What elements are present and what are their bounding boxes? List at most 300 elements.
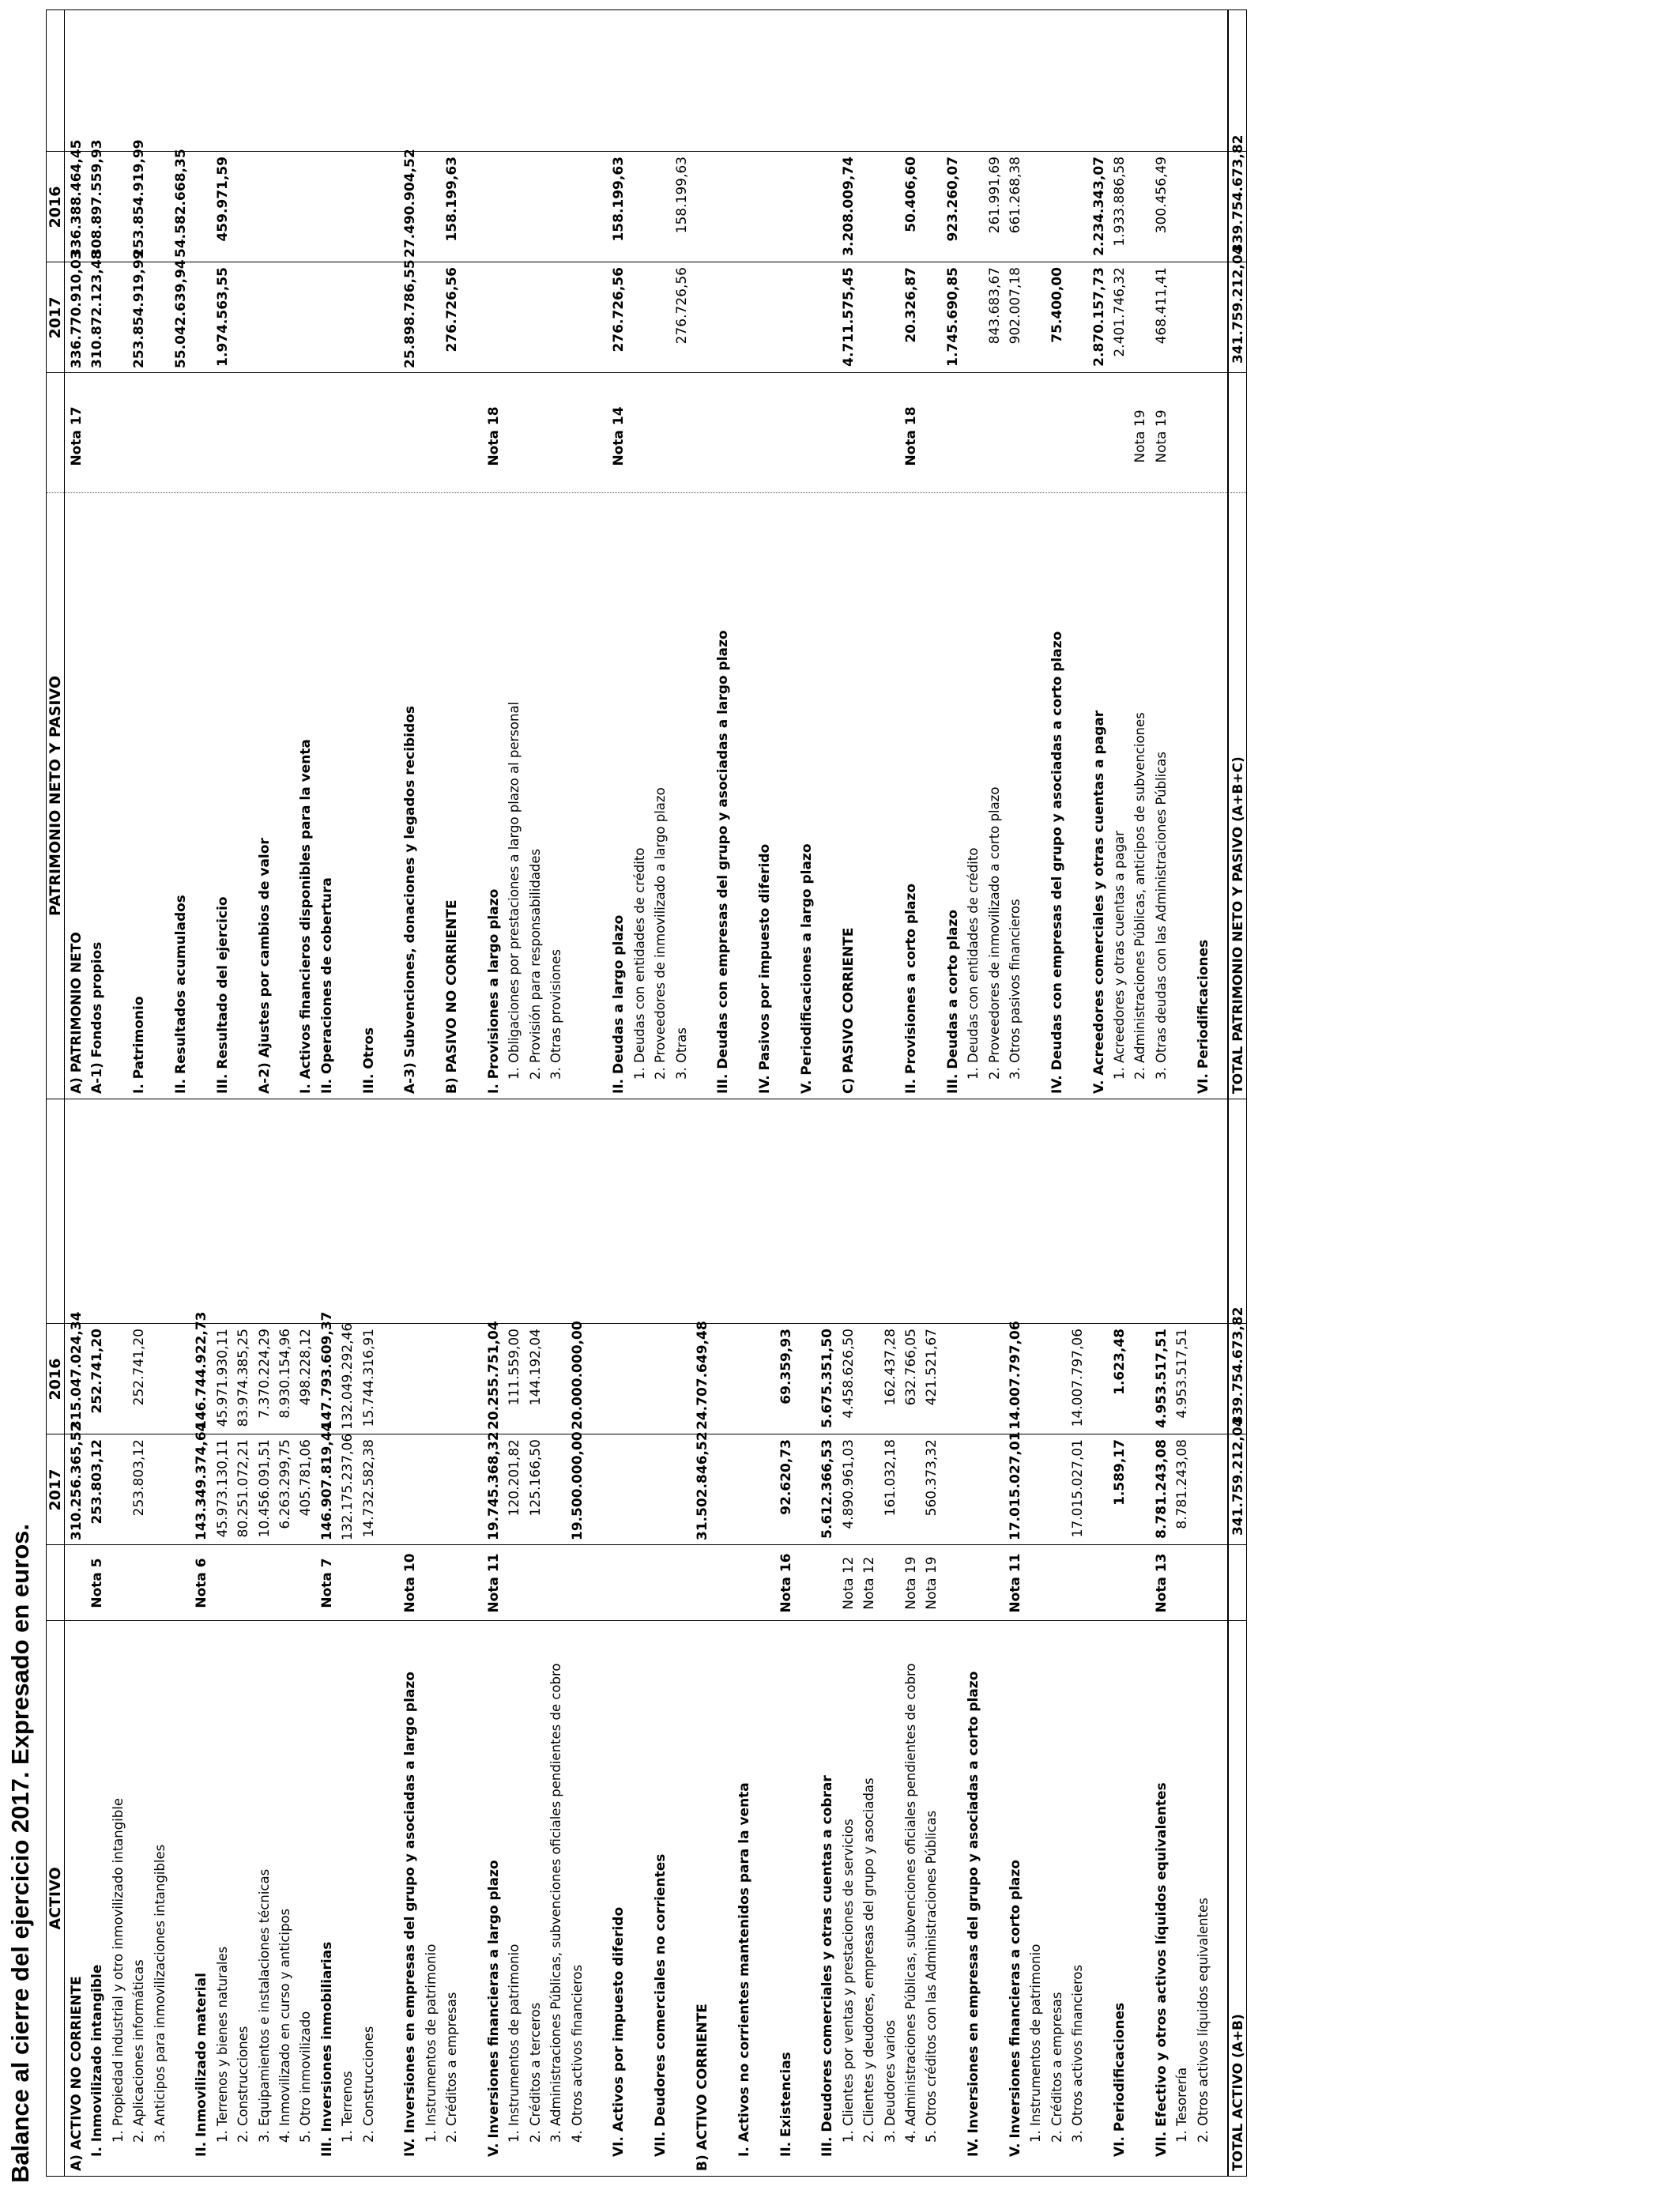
pasivo-row-label: A-1) Fondos propios bbox=[89, 941, 106, 1094]
activo-row-note: Nota 12 bbox=[861, 1556, 878, 1610]
activo-row-value-2017: 253.803,12 bbox=[131, 1439, 148, 1517]
pasivo-row bbox=[213, 13, 232, 1099]
pasivo-row-value-2016: 158.199,63 bbox=[611, 156, 627, 242]
activo-row-value-2016: 421.521,67 bbox=[924, 1329, 940, 1406]
activo-row-value-2017: 125.166,50 bbox=[527, 1439, 544, 1517]
pasivo-row-note: Nota 14 bbox=[611, 406, 627, 466]
pasivo-header bbox=[47, 10, 65, 1099]
activo-row-note: Nota 7 bbox=[318, 1558, 335, 1608]
pasivo-row bbox=[777, 13, 796, 1099]
activo-row-note: Nota 12 bbox=[840, 1556, 857, 1610]
pasivo-row-label: A) PATRIMONIO NETO bbox=[69, 932, 85, 1094]
activo-row-label: 1. Tesorería bbox=[1174, 2067, 1190, 2143]
pasivo-row-label: IV. Deudas con empresas del grupo y asociadas a corto plazo bbox=[1049, 631, 1065, 1094]
pasivo-row bbox=[171, 13, 190, 1099]
pasivo-row-value-2017: 75.400,00 bbox=[1049, 267, 1065, 343]
pasivo-row-label: 2. Proveedores de inmovilizado a corto plazo bbox=[986, 786, 1002, 1080]
activo-row-label: 1. Instrumentos de patrimonio bbox=[1028, 1943, 1044, 2143]
pasivo-header-2016: 2016 bbox=[47, 186, 64, 228]
activo-row-label: IV. Inversiones en empresas del grupo y asociadas a corto plazo bbox=[966, 1671, 982, 2157]
pasivo-row-value-2016: 308.897.559,93 bbox=[89, 139, 106, 258]
activo-row-value-2016: 162.437,28 bbox=[882, 1329, 898, 1406]
activo-table bbox=[46, 1099, 1247, 2177]
pasivo-row bbox=[547, 13, 566, 1099]
pasivo-row bbox=[296, 13, 315, 1099]
activo-row-value-2016: 252.741,20 bbox=[131, 1329, 148, 1406]
pasivo-row bbox=[797, 13, 816, 1099]
activo-row-value-2017: 10.456.091,51 bbox=[256, 1439, 273, 1538]
pasivo-row bbox=[318, 13, 337, 1099]
pasivo-row bbox=[1131, 13, 1150, 1099]
activo-header-label: ACTIVO bbox=[47, 1867, 64, 1930]
activo-row bbox=[88, 1101, 107, 2176]
activo-row-note: Nota 16 bbox=[778, 1553, 794, 1613]
activo-row-label: 2. Construcciones bbox=[360, 2026, 376, 2143]
activo-row-label: III. Inversiones inmobiliarias bbox=[318, 1941, 335, 2157]
activo-row-label: I. Inmovilizado intangible bbox=[89, 1964, 106, 2157]
activo-row bbox=[922, 1101, 941, 2176]
activo-row-label: 2. Clientes y deudores, empresas del grupo y asociadas bbox=[861, 1777, 877, 2143]
pasivo-row bbox=[1173, 13, 1192, 1099]
activo-row bbox=[944, 1101, 962, 2176]
activo-row-value-2017: 4.890.961,03 bbox=[840, 1439, 857, 1529]
activo-row bbox=[547, 1101, 566, 2176]
pasivo-row bbox=[631, 13, 650, 1099]
pasivo-row bbox=[568, 13, 587, 1099]
activo-row-value-2017: 146.907.819,44 bbox=[318, 1422, 335, 1540]
pasivo-row bbox=[1194, 13, 1213, 1099]
activo-row-label: 1. Instrumentos de patrimonio bbox=[507, 1943, 522, 2143]
activo-row-value-2016: 146.744.922,73 bbox=[194, 1311, 210, 1430]
activo-row-note: Nota 10 bbox=[402, 1553, 419, 1613]
activo-row-value-2017: 31.502.846,52 bbox=[695, 1431, 710, 1540]
activo-row bbox=[505, 1101, 524, 2176]
activo-row-value-2016: 14.007.797,06 bbox=[1070, 1329, 1087, 1427]
pasivo-row bbox=[818, 13, 837, 1099]
activo-row-label: VI. Periodificaciones bbox=[1112, 2002, 1128, 2157]
activo-row-label: 2. Construcciones bbox=[235, 2026, 251, 2143]
pasivo-row bbox=[589, 13, 608, 1099]
total-activo-2016: 339.754.673,82 bbox=[1230, 1306, 1246, 1425]
activo-row-value-2016: 147.793.609,37 bbox=[318, 1311, 335, 1430]
pasivo-row-value-2016: 54.582.668,35 bbox=[173, 149, 189, 258]
activo-row-label: 3. Deudores varios bbox=[882, 2019, 898, 2143]
activo-row bbox=[609, 1101, 628, 2176]
activo-row-label: V. Inversiones financieras a largo plazo bbox=[486, 1860, 502, 2157]
pasivo-row bbox=[922, 13, 941, 1099]
activo-row-value-2016: 20.000.000,00 bbox=[569, 1321, 586, 1430]
pasivo-row bbox=[422, 13, 441, 1099]
pasivo-row-value-2017: 276.726,56 bbox=[611, 267, 627, 352]
pasivo-row bbox=[401, 13, 420, 1099]
total-pasivo-label: TOTAL PATRIMONIO NETO Y PASIVO (A+B+C) bbox=[1230, 756, 1246, 1094]
activo-row-value-2017: 120.201,82 bbox=[507, 1439, 523, 1517]
pasivo-row bbox=[755, 13, 774, 1099]
pasivo-row bbox=[464, 13, 483, 1099]
pasivo-row bbox=[1026, 13, 1045, 1099]
pasivo-row-value-2017: 2.401.746,32 bbox=[1112, 267, 1128, 357]
pasivo-row bbox=[276, 13, 295, 1099]
pasivo-row bbox=[67, 13, 86, 1099]
activo-row bbox=[213, 1101, 232, 2176]
activo-row-label: 3. Otros activos financieros bbox=[1070, 1964, 1086, 2143]
activo-row-value-2016: 24.707.649,48 bbox=[695, 1321, 710, 1430]
pasivo-row bbox=[944, 13, 962, 1099]
activo-row bbox=[964, 1101, 983, 2176]
activo-row-label: IV. Inversiones en empresas del grupo y asociadas a largo plazo bbox=[402, 1672, 419, 2157]
activo-row bbox=[1006, 1101, 1025, 2176]
pasivo-row-value-2016: 1.933.886,58 bbox=[1112, 156, 1128, 247]
pasivo-row-label: II. Provisiones a corto plazo bbox=[903, 883, 919, 1094]
activo-row-value-2017: 5.612.366,53 bbox=[819, 1439, 836, 1539]
activo-row bbox=[318, 1101, 337, 2176]
activo-row-label: 3. Equipamientos e instalaciones técnicas bbox=[256, 1868, 272, 2143]
activo-row bbox=[777, 1101, 796, 2176]
activo-row bbox=[464, 1101, 483, 2176]
pasivo-row-value-2016: 27.490.904,52 bbox=[402, 149, 419, 258]
activo-row-value-2017: 253.803,12 bbox=[89, 1439, 106, 1525]
activo-row bbox=[255, 1101, 274, 2176]
activo-row bbox=[296, 1101, 315, 2176]
pasivo-row-label: I. Patrimonio bbox=[131, 996, 148, 1094]
pasivo-row-value-2017: 2.870.157,73 bbox=[1090, 267, 1107, 367]
pasivo-row-value-2017: 310.872.123,48 bbox=[89, 250, 106, 368]
pasivo-row bbox=[360, 13, 379, 1099]
pasivo-row-note: Nota 19 bbox=[1153, 409, 1170, 463]
pasivo-row-label: 1. Deudas con entidades de crédito bbox=[631, 847, 647, 1080]
activo-row-value-2017: 14.732.582,38 bbox=[360, 1439, 377, 1538]
activo-row bbox=[151, 1101, 170, 2176]
activo-row-label: 3. Anticipos para inmovilizaciones intangibles bbox=[152, 1844, 168, 2143]
activo-row-label: 1. Terrenos bbox=[340, 2071, 356, 2143]
activo-row-value-2017: 161.032,18 bbox=[882, 1439, 898, 1517]
activo-row-label: II. Inmovilizado material bbox=[194, 1973, 210, 2157]
activo-header bbox=[47, 1099, 65, 2176]
activo-row bbox=[360, 1101, 379, 2176]
activo-row bbox=[1068, 1101, 1087, 2176]
total-activo-2017: 341.759.212,04 bbox=[1230, 1417, 1246, 1536]
pasivo-row bbox=[151, 13, 170, 1099]
activo-row-label: 1. Propiedad industrial y otro inmovilizado intangible bbox=[110, 1797, 126, 2143]
pasivo-row-value-2016: 158.199,63 bbox=[673, 156, 690, 234]
activo-row bbox=[755, 1101, 774, 2176]
activo-row-value-2017: 6.263.299,75 bbox=[277, 1439, 293, 1529]
activo-row-value-2016: 498.228,12 bbox=[298, 1329, 315, 1406]
pasivo-row-label: II. Deudas a largo plazo bbox=[611, 914, 627, 1094]
activo-row bbox=[651, 1101, 670, 2176]
activo-row-value-2016: 4.458.626,50 bbox=[840, 1329, 857, 1419]
activo-row bbox=[276, 1101, 295, 2176]
pasivo-row bbox=[505, 13, 524, 1099]
activo-row-label: 4. Otros activos financieros bbox=[569, 1964, 585, 2143]
activo-row-label: 3. Administraciones Públicas, subvenciones oficiales pendientes de cobro bbox=[548, 1663, 564, 2143]
activo-row bbox=[902, 1101, 921, 2176]
activo-row-value-2017: 560.373,32 bbox=[924, 1439, 940, 1517]
activo-row bbox=[422, 1101, 441, 2176]
document-title: Balance al cierre del ejercicio 2017. Expresado en euros. bbox=[6, 1523, 34, 2183]
pasivo-row-label: I. Activos financieros disponibles para la venta bbox=[298, 739, 315, 1094]
activo-row bbox=[797, 1101, 816, 2176]
pasivo-row-value-2017: 253.854.919,99 bbox=[131, 250, 148, 368]
total-pasivo-row bbox=[1229, 14, 1248, 1094]
pasivo-row-value-2017: 468.411,41 bbox=[1153, 267, 1170, 345]
activo-row bbox=[1173, 1101, 1192, 2176]
pasivo-row bbox=[484, 13, 503, 1099]
pasivo-row bbox=[1110, 13, 1129, 1099]
pasivo-row bbox=[714, 13, 733, 1099]
pasivo-row bbox=[1068, 13, 1087, 1099]
activo-row-value-2016: 7.370.224,29 bbox=[256, 1329, 273, 1419]
activo-row-value-2016: 8.930.154,96 bbox=[277, 1329, 293, 1419]
pasivo-row bbox=[1006, 13, 1025, 1099]
activo-row-label: 2. Otros activos líquidos equivalentes bbox=[1195, 1898, 1211, 2143]
pasivo-row-value-2017: 276.726,56 bbox=[673, 267, 690, 345]
activo-row-label: A) ACTIVO NO CORRIENTE bbox=[69, 1976, 85, 2171]
activo-row-value-2017: 132.175.237,06 bbox=[340, 1433, 356, 1540]
activo-row bbox=[192, 1101, 211, 2176]
pasivo-row-label: V. Periodificaciones a largo plazo bbox=[799, 843, 815, 1094]
activo-row bbox=[1131, 1101, 1150, 2176]
pasivo-row-label: I. Provisiones a largo plazo bbox=[486, 888, 502, 1094]
activo-row bbox=[484, 1101, 503, 2176]
pasivo-row bbox=[609, 13, 628, 1099]
activo-row bbox=[860, 1101, 879, 2176]
pasivo-row bbox=[839, 13, 858, 1099]
pasivo-row bbox=[881, 13, 900, 1099]
pasivo-row-note: Nota 17 bbox=[69, 406, 85, 466]
activo-row bbox=[130, 1101, 149, 2176]
activo-row bbox=[1048, 1101, 1067, 2176]
activo-row-value-2016: 69.359,93 bbox=[778, 1329, 794, 1404]
pasivo-row-label: V. Acreedores comerciales y otras cuentas a pagar bbox=[1090, 710, 1107, 1094]
activo-row-value-2016: 132.049.292,46 bbox=[340, 1322, 356, 1430]
activo-row-value-2017: 92.620,73 bbox=[778, 1439, 794, 1515]
activo-row-value-2016: 83.974.385,25 bbox=[235, 1329, 252, 1427]
pasivo-row bbox=[526, 13, 545, 1099]
pasivo-row-value-2016: 459.971,59 bbox=[214, 156, 231, 242]
activo-row-label: 2. Créditos a terceros bbox=[527, 2002, 543, 2143]
pasivo-row-label: II. Resultados acumulados bbox=[173, 895, 189, 1094]
activo-row-value-2017: 19.745.368,32 bbox=[486, 1431, 502, 1540]
activo-row-value-2016: 4.953.517,51 bbox=[1153, 1329, 1170, 1428]
activo-row-note: Nota 19 bbox=[924, 1556, 940, 1610]
activo-row-label: 1. Instrumentos de patrimonio bbox=[423, 1943, 439, 2143]
activo-row-value-2016: 14.007.797,06 bbox=[1008, 1321, 1023, 1430]
pasivo-row-value-2016: 300.456,49 bbox=[1153, 156, 1170, 234]
pasivo-row-label: 1. Deudas con entidades de crédito bbox=[966, 847, 981, 1080]
activo-row-value-2017: 19.500.000,00 bbox=[569, 1431, 586, 1540]
pasivo-row-value-2017: 25.898.786,55 bbox=[402, 259, 419, 368]
pasivo-row-value-2017: 4.711.575,45 bbox=[840, 267, 857, 367]
pasivo-row-label: 2. Proveedores de inmovilizado a largo plazo bbox=[653, 787, 669, 1080]
pasivo-row bbox=[192, 13, 211, 1099]
activo-row bbox=[568, 1101, 587, 2176]
activo-row bbox=[338, 1101, 357, 2176]
pasivo-row-label: B) PASIVO NO CORRIENTE bbox=[444, 899, 461, 1094]
pasivo-row bbox=[1152, 13, 1171, 1099]
pasivo-row bbox=[130, 13, 149, 1099]
pasivo-row bbox=[443, 13, 461, 1099]
pasivo-header-label: PATRIMONIO NETO Y PASIVO bbox=[47, 676, 64, 917]
pasivo-row-value-2016: 923.260,07 bbox=[944, 156, 961, 242]
pasivo-row-label: 3. Otras bbox=[673, 1027, 689, 1080]
activo-row-label: 5. Otro inmovilizado bbox=[298, 2011, 314, 2143]
pasivo-row bbox=[693, 13, 712, 1099]
pasivo-row-label: 2. Administraciones Públicas, anticipos de subvenciones bbox=[1132, 712, 1148, 1080]
activo-row bbox=[1026, 1101, 1045, 2176]
activo-row-value-2017: 8.781.243,08 bbox=[1174, 1439, 1191, 1529]
activo-row-value-2017: 405.781,06 bbox=[298, 1439, 315, 1517]
activo-row-value-2016: 1.623,48 bbox=[1112, 1329, 1128, 1395]
pasivo-row-value-2016: 261.991,69 bbox=[986, 156, 1003, 234]
activo-row-note: Nota 19 bbox=[903, 1556, 919, 1610]
total-activo-row bbox=[1229, 1104, 1248, 2171]
pasivo-row-value-2017: 843.683,67 bbox=[986, 267, 1003, 345]
activo-row-value-2016: 144.192,04 bbox=[527, 1329, 544, 1406]
activo-row-value-2016: 252.741,20 bbox=[89, 1329, 106, 1414]
pasivo-row-label: 1. Acreedores y otras cuentas a pagar bbox=[1112, 831, 1127, 1080]
pasivo-row-label: III. Deudas con empresas del grupo y asociadas a largo plazo bbox=[715, 630, 732, 1094]
pasivo-row bbox=[380, 13, 399, 1099]
activo-row bbox=[401, 1101, 420, 2176]
pasivo-row-value-2017: 336.770.910,03 bbox=[69, 250, 85, 368]
activo-row-label: 4. Inmovilizado en curso y anticipos bbox=[277, 1908, 292, 2143]
activo-row bbox=[589, 1101, 608, 2176]
activo-row-label: VII. Efectivo y otros activos líquidos equivalentes bbox=[1153, 1782, 1170, 2157]
pasivo-row bbox=[651, 13, 670, 1099]
pasivo-row-value-2017: 20.326,87 bbox=[903, 267, 919, 343]
activo-row-label: VI. Activos por impuesto diferido bbox=[611, 1906, 627, 2157]
pasivo-row-label: III. Resultado del ejercicio bbox=[214, 896, 231, 1094]
activo-row-note: Nota 5 bbox=[89, 1558, 106, 1608]
activo-row-value-2016: 20.255.751,04 bbox=[486, 1321, 502, 1430]
activo-row-value-2016: 111.559,00 bbox=[507, 1329, 523, 1406]
pasivo-row-label: II. Operaciones de cobertura bbox=[318, 877, 335, 1094]
activo-row bbox=[672, 1101, 691, 2176]
pasivo-row bbox=[902, 13, 921, 1099]
pasivo-row bbox=[985, 13, 1004, 1099]
pasivo-row bbox=[1090, 13, 1109, 1099]
activo-row bbox=[714, 1101, 733, 2176]
activo-row-label: 2. Créditos a empresas bbox=[1049, 1992, 1064, 2143]
activo-header-2016: 2016 bbox=[47, 1358, 64, 1400]
activo-row-value-2016: 4.953.517,51 bbox=[1174, 1329, 1191, 1419]
activo-row-note: Nota 11 bbox=[1008, 1553, 1023, 1613]
pasivo-row bbox=[672, 13, 691, 1099]
balance-table bbox=[46, 9, 1247, 2177]
pasivo-row-label: 2. Provisión para responsabilidades bbox=[527, 848, 543, 1080]
activo-row-value-2017: 45.973.130,11 bbox=[214, 1439, 231, 1538]
activo-row-value-2017: 17.015.027,01 bbox=[1070, 1439, 1087, 1538]
total-pasivo-2016: 339.754.673,82 bbox=[1230, 134, 1246, 253]
activo-row bbox=[631, 1101, 650, 2176]
pasivo-row-label: 3. Otros pasivos financieros bbox=[1008, 899, 1023, 1080]
activo-row-value-2016: 5.675.351,50 bbox=[819, 1329, 836, 1428]
activo-row bbox=[693, 1101, 712, 2176]
pasivo-row-value-2016: 50.406,60 bbox=[903, 156, 919, 232]
pasivo-row-label: A-2) Ajustes por cambios de valor bbox=[256, 838, 273, 1094]
pasivo-row-value-2016: 158.199,63 bbox=[444, 156, 461, 242]
pasivo-row-label: VI. Periodificaciones bbox=[1195, 939, 1211, 1094]
pasivo-row-value-2017: 55.042.639,94 bbox=[173, 259, 189, 368]
activo-row-value-2017: 310.256.365,52 bbox=[69, 1422, 85, 1540]
activo-row-label: VII. Deudores comerciales no corrientes bbox=[653, 1853, 669, 2157]
activo-row bbox=[1090, 1101, 1109, 2176]
pasivo-row-label: 1. Obligaciones por prestaciones a largo plazo al personal bbox=[507, 701, 522, 1080]
activo-row-label: III. Deudores comerciales y otras cuentas a cobrar bbox=[819, 1775, 836, 2157]
pasivo-row-value-2017: 1.974.563,55 bbox=[214, 267, 231, 367]
pasivo-row bbox=[860, 13, 879, 1099]
pasivo-row-value-2017: 1.745.690,85 bbox=[944, 267, 961, 367]
activo-row-value-2016: 632.766,05 bbox=[903, 1329, 919, 1406]
activo-row-label: II. Existencias bbox=[778, 2052, 794, 2157]
activo-row bbox=[67, 1101, 86, 2176]
activo-row-label: 1. Clientes por ventas y prestaciones de servicios bbox=[840, 1819, 856, 2143]
pasivo-row-label: IV. Pasivos por impuesto diferido bbox=[757, 843, 774, 1094]
pasivo-row bbox=[255, 13, 274, 1099]
activo-row-value-2017: 80.251.072,21 bbox=[235, 1439, 252, 1538]
activo-row bbox=[881, 1101, 900, 2176]
pasivo-row-note: Nota 18 bbox=[486, 406, 502, 466]
pasivo-row bbox=[338, 13, 357, 1099]
pasivo-row-label: C) PASIVO CORRIENTE bbox=[840, 927, 857, 1094]
total-pasivo-2017: 341.759.212,04 bbox=[1230, 245, 1246, 364]
pasivo-row bbox=[1048, 13, 1067, 1099]
pasivo-row-value-2017: 276.726,56 bbox=[444, 267, 461, 352]
activo-row bbox=[735, 1101, 754, 2176]
pasivo-row-label: III. Deudas a corto plazo bbox=[944, 909, 961, 1094]
activo-row-label: 2. Créditos a empresas bbox=[444, 1992, 460, 2143]
activo-row-label: 1. Terrenos y bienes naturales bbox=[214, 1946, 230, 2143]
activo-row-note: Nota 13 bbox=[1153, 1553, 1170, 1613]
total-activo-label: TOTAL ACTIVO (A+B) bbox=[1230, 2014, 1246, 2171]
pasivo-row-value-2016: 2.234.343,07 bbox=[1090, 156, 1107, 256]
activo-row-value-2017: 143.349.374,64 bbox=[194, 1422, 210, 1540]
activo-row bbox=[1152, 1101, 1171, 2176]
pasivo-table bbox=[46, 9, 1247, 1099]
pasivo-header-2017: 2017 bbox=[47, 296, 64, 339]
activo-row bbox=[171, 1101, 190, 2176]
activo-row-label: V. Inversiones financieras a corto plazo bbox=[1008, 1860, 1023, 2157]
activo-row bbox=[380, 1101, 399, 2176]
activo-row-value-2017: 1.589,17 bbox=[1112, 1439, 1128, 1506]
pasivo-row-value-2016: 661.268,38 bbox=[1008, 156, 1023, 234]
pasivo-row-label: 3. Otras deudas con las Administraciones Públicas bbox=[1153, 752, 1169, 1080]
activo-row-note: Nota 6 bbox=[194, 1558, 210, 1608]
pasivo-row-label: III. Otros bbox=[360, 1027, 377, 1094]
pasivo-row-value-2016: 253.854.919,99 bbox=[131, 139, 148, 258]
pasivo-row bbox=[109, 13, 128, 1099]
pasivo-row-label: A-3) Subvenciones, donaciones y legados recibidos bbox=[402, 705, 419, 1094]
activo-row bbox=[443, 1101, 461, 2176]
pasivo-row-note: Nota 18 bbox=[903, 406, 919, 466]
activo-row-label: 4. Administraciones Públicas, subvenciones oficiales pendientes de cobro bbox=[903, 1663, 918, 2143]
activo-row-value-2017: 8.781.243,08 bbox=[1153, 1439, 1170, 1539]
activo-row bbox=[1110, 1101, 1129, 2176]
pasivo-row-value-2016: 336.388.464,45 bbox=[69, 139, 85, 258]
activo-row-value-2016: 45.971.930,11 bbox=[214, 1329, 231, 1427]
pasivo-row-note: Nota 19 bbox=[1132, 409, 1149, 463]
activo-row bbox=[526, 1101, 545, 2176]
activo-row-note: Nota 11 bbox=[486, 1553, 502, 1613]
pasivo-row-value-2016: 3.208.009,74 bbox=[840, 156, 857, 256]
pasivo-row-value-2017: 902.007,18 bbox=[1008, 267, 1023, 345]
activo-row bbox=[1194, 1101, 1213, 2176]
activo-row bbox=[818, 1101, 837, 2176]
pasivo-row bbox=[964, 13, 983, 1099]
pasivo-row bbox=[234, 13, 253, 1099]
activo-row bbox=[839, 1101, 858, 2176]
